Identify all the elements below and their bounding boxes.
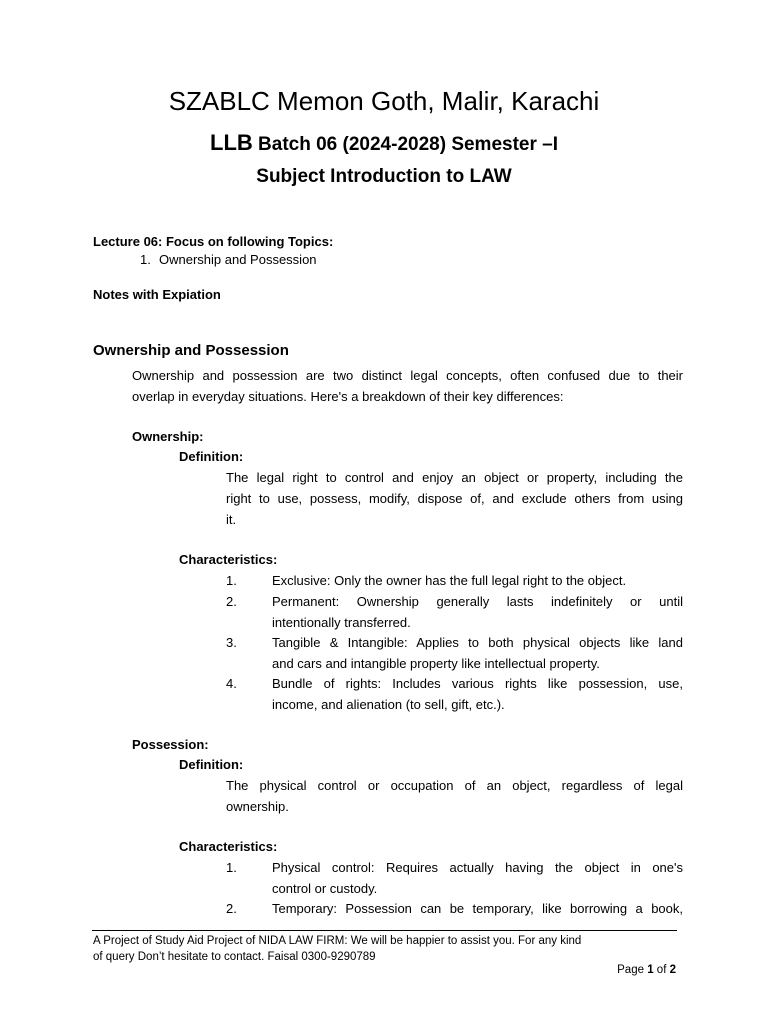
list-item-text: Exclusive: Only the owner has the full legal right to the object. <box>272 573 627 588</box>
list-item-text: and cars and intangible property like intellectual property. <box>272 656 600 671</box>
footer-line-2: of query Don’t hesitate to contact. Faisal 0300-9290789 <box>93 951 376 963</box>
list-item-text: income, and alienation (to sell, gift, etc.). <box>272 697 505 712</box>
list-item-text: Temporary: Possession can be temporary, like borrowing a book, <box>272 901 683 916</box>
footer-divider <box>92 930 677 931</box>
list-item-text: Tangible & Intangible: Applies to both physical objects like land <box>272 635 683 650</box>
list-item-text: control or custody. <box>272 881 378 896</box>
ownership-definition-label: Definition: <box>179 449 244 464</box>
program-prefix: LLB <box>210 130 253 155</box>
possession-heading: Possession: <box>132 737 209 752</box>
institution-title: SZABLC Memon Goth, Malir, Karachi <box>168 86 600 116</box>
topic-number: 1. <box>140 252 151 267</box>
list-item-text: Bundle of rights: Includes various rights like possession, use, <box>272 676 683 691</box>
possession-definition-label: Definition: <box>179 757 244 772</box>
notes-label: Notes with Expiation <box>93 287 221 302</box>
page-number <box>617 964 676 976</box>
lecture-title: Lecture 06: Focus on following Topics: <box>93 234 334 249</box>
possession-definition-line: The physical control or occupation of an object, regardless of legal <box>226 778 683 793</box>
ownership-definition-line: The legal right to control and enjoy an object or property, including the <box>226 470 683 485</box>
subject-title: Subject Introduction to LAW <box>256 166 512 187</box>
page-of: of <box>653 964 670 976</box>
footer-line-1: A Project of Study Aid Project of NIDA LAW FIRM: We will be happier to assist you. For any kind <box>93 935 582 947</box>
list-item-text: Permanent: Ownership generally lasts indefinitely or until <box>272 594 683 609</box>
list-number: 4. <box>226 676 237 691</box>
page-prefix: Page <box>617 964 648 976</box>
program-details: Batch 06 (2024-2028) Semester –I <box>252 134 558 155</box>
possession-characteristics-label: Characteristics: <box>179 839 278 854</box>
list-number: 2. <box>226 901 237 916</box>
intro-line-1: Ownership and possession are two distinct legal concepts, often confused due to their <box>132 368 683 383</box>
program-line <box>0 130 768 156</box>
page-total: 2 <box>669 964 676 976</box>
list-number: 3. <box>226 635 237 650</box>
topic-text: Ownership and Possession <box>159 252 317 267</box>
list-number: 2. <box>226 594 237 609</box>
footer-note <box>93 933 683 965</box>
list-number: 1. <box>226 860 237 875</box>
list-number: 1. <box>226 573 237 588</box>
section-title: Ownership and Possession <box>93 342 289 359</box>
ownership-definition-line: right to use, possess, modify, dispose of, and exclude others from using <box>226 491 683 506</box>
page-current: 1 <box>647 964 654 976</box>
list-item-text: Physical control: Requires actually having the object in one's <box>272 860 683 875</box>
ownership-definition-line: it. <box>226 512 237 527</box>
list-item-text: intentionally transferred. <box>272 615 411 630</box>
possession-definition-line: ownership. <box>226 799 289 814</box>
ownership-characteristics-label: Characteristics: <box>179 552 278 567</box>
ownership-heading: Ownership: <box>132 429 204 444</box>
intro-line-2: overlap in everyday situations. Here's a breakdown of their key differences: <box>132 389 564 404</box>
